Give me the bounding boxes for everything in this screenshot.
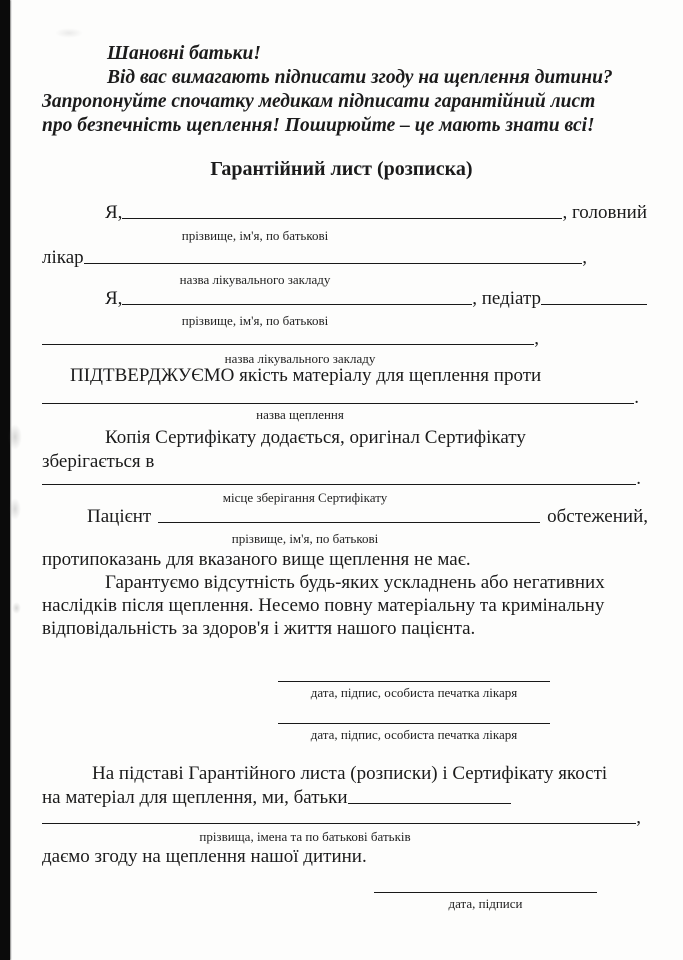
doctor-signature-line-2 — [278, 723, 550, 724]
field-row-institution-2 — [42, 327, 539, 350]
parents-signature-line — [374, 892, 597, 893]
confirm-statement: ПІДТВЕРДЖУЄМО якість матеріалу для щеплення проти — [70, 365, 542, 386]
caption-vaccine: назва щеплення — [256, 407, 344, 422]
label-period: . — [634, 387, 639, 408]
field-row-head-doctor-name — [105, 201, 647, 224]
caption-institution-2: назва лікувального закладу — [224, 351, 376, 366]
blank-storage-place — [42, 484, 636, 485]
blank-patient-name — [158, 522, 540, 523]
intro-line-3: Запропонуйте спочатку медикам підписати гарантійний лист — [42, 91, 596, 112]
label-examined: обстежений, — [547, 506, 648, 527]
scan-edge-artifact — [0, 0, 10, 960]
doctor-signature-line-1 — [278, 681, 550, 682]
label-patient: Пацієнт — [87, 506, 152, 527]
field-row-storage-place — [42, 467, 641, 490]
field-row-parents-names — [42, 806, 641, 829]
intro-line-2: Від вас вимагають підписати згоду на щеплення дитини? — [107, 67, 613, 88]
certificate-copy-line-1: Копія Сертифікату додається, оригінал Сертифікату — [105, 427, 526, 448]
field-row-pediatrician-name — [105, 287, 647, 310]
caption-doctor-signature-2: дата, підпис, особиста печатка лікаря — [310, 727, 518, 742]
label-pediatr: , педіатр — [472, 288, 541, 309]
label-comma: , — [636, 807, 641, 828]
no-contraindications-line: протипоказань для вказаного вище щеплення не має. — [42, 549, 471, 570]
blank-pediatrician-name — [122, 304, 472, 305]
label-ya: Я, — [105, 288, 123, 309]
blank-vaccine-name — [42, 403, 634, 404]
caption-parents-names: прізвища, імена та по батькові батьків — [199, 829, 411, 844]
caption-institution-1: назва лікувального закладу — [179, 272, 331, 287]
scan-smudge — [9, 498, 21, 520]
blank-parents-names-2 — [42, 823, 636, 824]
label-comma: , — [534, 328, 539, 349]
intro-line-4: про безпечність щеплення! Поширюйте – це мають знати всі! — [42, 115, 595, 136]
field-row-patient-name — [87, 505, 648, 528]
blank-pediatrician-extra — [541, 304, 647, 305]
scan-smudge — [12, 602, 21, 614]
caption-parents-signature: дата, підписи — [448, 896, 523, 911]
caption-fullname-2: прізвище, ім'я, по батькові — [181, 313, 329, 328]
label-basis-2: на матеріал для щеплення, ми, батьки — [42, 787, 348, 808]
label-comma: , — [582, 247, 587, 268]
caption-doctor-signature-1: дата, підпис, особиста печатка лікаря — [310, 685, 518, 700]
label-ya: Я, — [105, 202, 123, 223]
scan-smudge — [55, 28, 83, 38]
label-period: . — [636, 468, 641, 489]
caption-fullname-1: прізвище, ім'я, по батькові — [181, 228, 329, 243]
consent-basis-line-1: На підставі Гарантійного листа (розписки) і Сертифікату якості — [92, 763, 608, 784]
intro-line-1: Шановні батьки! — [107, 43, 261, 64]
consent-final-line: даємо згоду на щеплення нашої дитини. — [42, 846, 367, 867]
scan-smudge — [8, 424, 22, 450]
certificate-copy-line-2: зберігається в — [42, 451, 155, 472]
caption-storage: місце зберігання Сертифікату — [222, 490, 388, 505]
guarantee-line-1: Гарантуємо відсутність будь-яких ускладнень або негативних — [105, 572, 605, 593]
field-row-vaccine-name — [42, 386, 639, 409]
blank-institution-1 — [84, 263, 583, 264]
guarantee-line-2: наслідків після щеплення. Несемо повну матеріальну та кримінальну — [42, 595, 605, 616]
blank-head-doctor-name — [122, 218, 562, 219]
caption-fullname-3: прізвище, ім'я, по батькові — [231, 531, 379, 546]
blank-institution-2 — [42, 344, 534, 345]
blank-parents-names-1 — [348, 803, 511, 804]
field-row-institution-1 — [42, 246, 587, 269]
guarantee-line-3: відповідальність за здоров'я і життя нашого пацієнта. — [42, 618, 476, 639]
label-likar: лікар — [42, 247, 84, 268]
label-golovnyi: , головний — [562, 202, 647, 223]
document-title: Гарантійний лист (розписка) — [210, 158, 473, 180]
